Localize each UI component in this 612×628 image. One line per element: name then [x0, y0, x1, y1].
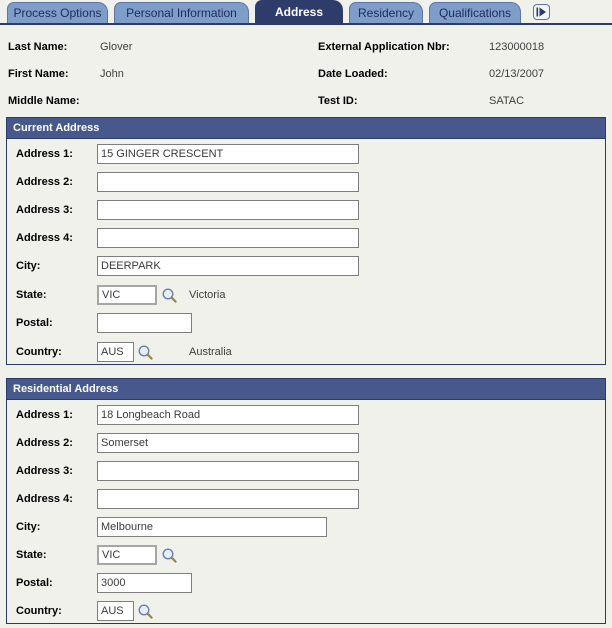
first-name-value: John — [100, 68, 124, 80]
residential-state-input[interactable] — [97, 545, 157, 565]
current-state-input[interactable] — [97, 285, 157, 305]
tab-residency[interactable]: Residency — [349, 2, 423, 23]
tab-qualifications[interactable]: Qualifications — [429, 2, 521, 23]
date-loaded-label: Date Loaded: — [318, 68, 388, 80]
first-name-label: First Name: — [8, 68, 69, 80]
residential-address-header: Residential Address — [7, 379, 605, 400]
last-name-label: Last Name: — [8, 41, 68, 53]
current-address1-input[interactable] — [97, 144, 359, 164]
show-more-tabs-button[interactable] — [533, 4, 550, 20]
residential-country-lookup-icon[interactable] — [137, 603, 154, 620]
current-postal-label: Postal: — [16, 317, 53, 329]
current-city-input[interactable] — [97, 256, 359, 276]
tab-process-options[interactable]: Process Options — [7, 2, 108, 23]
test-id-value: SATAC — [489, 95, 525, 107]
current-address3-input[interactable] — [97, 200, 359, 220]
residential-country-input[interactable] — [97, 601, 134, 621]
residential-city-input[interactable] — [97, 517, 327, 537]
residential-postal-input[interactable] — [97, 573, 192, 593]
current-state-description: Victoria — [189, 289, 226, 301]
next-tabs-arrow-icon — [536, 7, 547, 17]
residential-address4-input[interactable] — [97, 489, 359, 509]
residential-address4-label: Address 4: — [16, 493, 73, 505]
residential-country-label: Country: — [16, 605, 62, 617]
date-loaded-value: 02/13/2007 — [489, 68, 545, 80]
residential-address3-label: Address 3: — [16, 465, 73, 477]
residential-address2-label: Address 2: — [16, 437, 73, 449]
residential-state-label: State: — [16, 549, 47, 561]
current-city-label: City: — [16, 260, 41, 272]
middle-name-label: Middle Name: — [8, 95, 80, 107]
test-id-label: Test ID: — [318, 95, 358, 107]
last-name-value: Glover — [100, 41, 133, 53]
residential-postal-label: Postal: — [16, 577, 53, 589]
current-address4-label: Address 4: — [16, 232, 73, 244]
residential-address3-input[interactable] — [97, 461, 359, 481]
residential-city-label: City: — [16, 521, 41, 533]
residential-address1-label: Address 1: — [16, 409, 73, 421]
current-country-label: Country: — [16, 346, 62, 358]
current-postal-input[interactable] — [97, 313, 192, 333]
tab-address[interactable]: Address — [255, 0, 343, 23]
residential-address1-input[interactable] — [97, 405, 359, 425]
residential-state-lookup-icon[interactable] — [161, 547, 178, 564]
current-state-lookup-icon[interactable] — [161, 287, 178, 304]
current-address3-label: Address 3: — [16, 204, 73, 216]
current-country-description: Australia — [189, 346, 232, 358]
residential-address2-input[interactable] — [97, 433, 359, 453]
current-country-lookup-icon[interactable] — [137, 344, 154, 361]
tab-personal-information[interactable]: Personal Information — [114, 2, 249, 23]
current-address4-input[interactable] — [97, 228, 359, 248]
current-address1-label: Address 1: — [16, 148, 73, 160]
external-application-nbr-label: External Application Nbr: — [318, 41, 450, 53]
current-address2-input[interactable] — [97, 172, 359, 192]
current-address2-label: Address 2: — [16, 176, 73, 188]
current-address-header: Current Address — [7, 118, 605, 139]
current-country-input[interactable] — [97, 342, 134, 362]
external-application-nbr-value: 123000018 — [489, 41, 545, 53]
current-state-label: State: — [16, 289, 47, 301]
